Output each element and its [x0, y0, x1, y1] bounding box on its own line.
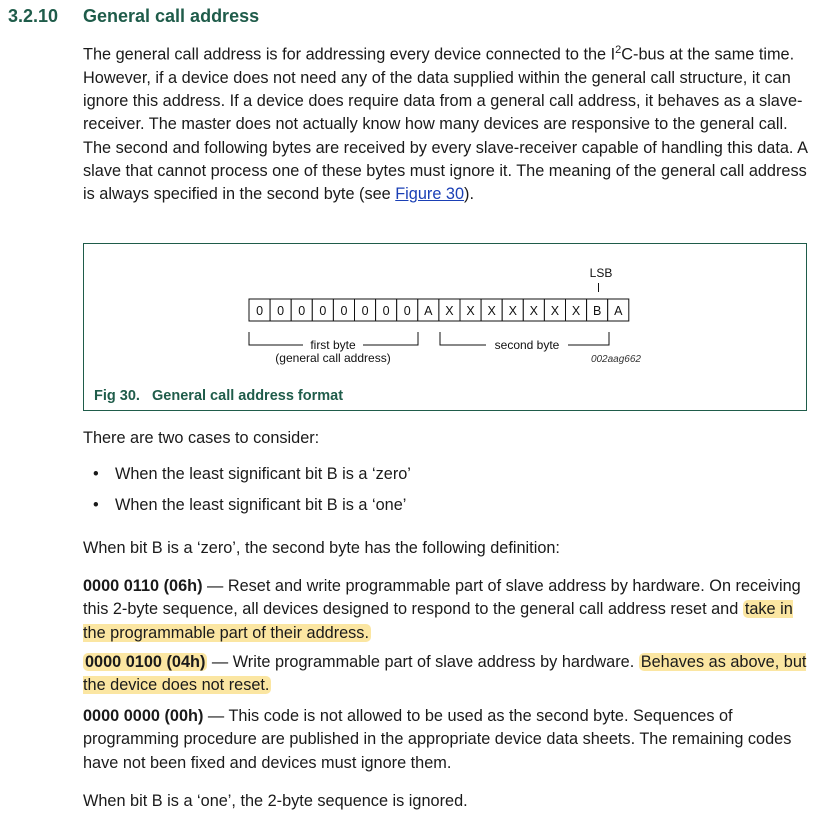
figure-caption-text: General call address format — [152, 388, 344, 404]
figure-caption — [94, 388, 343, 404]
second-byte-label: second byte — [494, 338, 560, 352]
intro-superscript: 2 — [615, 44, 622, 56]
bullet-dot-2: • — [93, 496, 99, 514]
bit-label-1: 0 — [277, 304, 285, 318]
code-04-paragraph — [83, 651, 813, 698]
zero-definition: When bit B is a ‘zero’, the second byte has the following definition: — [83, 539, 560, 557]
bit-label-8: A — [424, 304, 433, 318]
bit-label-13: X — [529, 304, 539, 318]
bit-label-11: X — [487, 304, 496, 318]
bit-label-6: 0 — [382, 304, 390, 318]
code-04: 0000 0100 (04h) — [85, 653, 206, 671]
bit-label-7: 0 — [403, 304, 411, 318]
code-06-paragraph — [83, 575, 813, 645]
section-title: General call address — [83, 6, 260, 26]
code-00: 0000 0000 (00h) — [83, 707, 204, 725]
bullet-item-2: When the least significant bit B is a ‘one’ — [115, 496, 407, 514]
bit-label-17: A — [614, 304, 623, 318]
intro-text-3: ). — [464, 185, 474, 204]
code-06-text: Reset and write programmable part of slave address by hardware. On receiving this 2-byte sequence, all devices designed to respond to the general call address reset and — [83, 577, 801, 619]
figure-30-link[interactable]: Figure 30 — [395, 185, 465, 204]
bullet-item-1: When the least significant bit B is a ‘zero’ — [115, 465, 411, 483]
code-06-highlight: take in the programmable part of their address. — [83, 600, 793, 642]
bit-label-9: X — [445, 304, 454, 318]
first-byte-label: first byte — [310, 338, 356, 352]
code-06-dash: — — [202, 577, 228, 595]
code-00-text: This code is not allowed to be used as the second byte. Sequences of programming procedure are published in the appropriate device data sheets. The remaining codes have not been fixed and devices must ignore them. — [83, 707, 792, 772]
figure-ref-code: 002aag662 — [590, 354, 641, 365]
bit-label-12: X — [508, 304, 517, 318]
bit-label-2: 0 — [298, 304, 306, 318]
bit-label-10: X — [466, 304, 475, 318]
code-00-paragraph — [83, 705, 813, 775]
intro-text-1: The general call address is for addressing every device connected to the I — [83, 45, 616, 64]
code-00-dash: — — [203, 707, 229, 725]
bit-label-4: 0 — [340, 304, 348, 318]
bit-label-0: 0 — [256, 304, 264, 318]
code-04-highlight: Behaves as above, but the device does not reset. — [83, 653, 807, 695]
bit-label-5: 0 — [361, 304, 369, 318]
one-definition: When bit B is a ‘one’, the 2-byte sequence is ignored. — [83, 792, 468, 810]
cases-intro: There are two cases to consider: — [83, 429, 320, 447]
bit-label-3: 0 — [319, 304, 327, 318]
code-04-dash: — — [207, 653, 233, 671]
first-byte-sublabel: (general call address) — [275, 351, 391, 365]
bit-label-15: X — [571, 304, 581, 318]
intro-text-2: C-bus at the same time. However, if a device does not need any of the data supplied within the general call structure, it can ignore this address. If a device does require data from a general call address, it behaves as a slave-receiver. The master does not actually know how many devices are responsive to the general call. The second and following bytes are received by every slave-receiver capable of handling this data. A slave that cannot process one of these bytes must ignore it. The meaning of the general call address is always specified in the second byte (see — [83, 45, 808, 204]
code-06: 0000 0110 (06h) — [83, 577, 203, 595]
bullet-dot-1: • — [93, 465, 99, 483]
code-04-text: Write programmable part of slave address by hardware. — [232, 653, 639, 671]
section-number: 3.2.10 — [8, 6, 59, 26]
bit-label-16: B — [592, 304, 602, 318]
lsb-label: LSB — [589, 266, 613, 280]
bit-label-14: X — [550, 304, 560, 318]
figure-caption-number: Fig 30. — [94, 388, 140, 404]
